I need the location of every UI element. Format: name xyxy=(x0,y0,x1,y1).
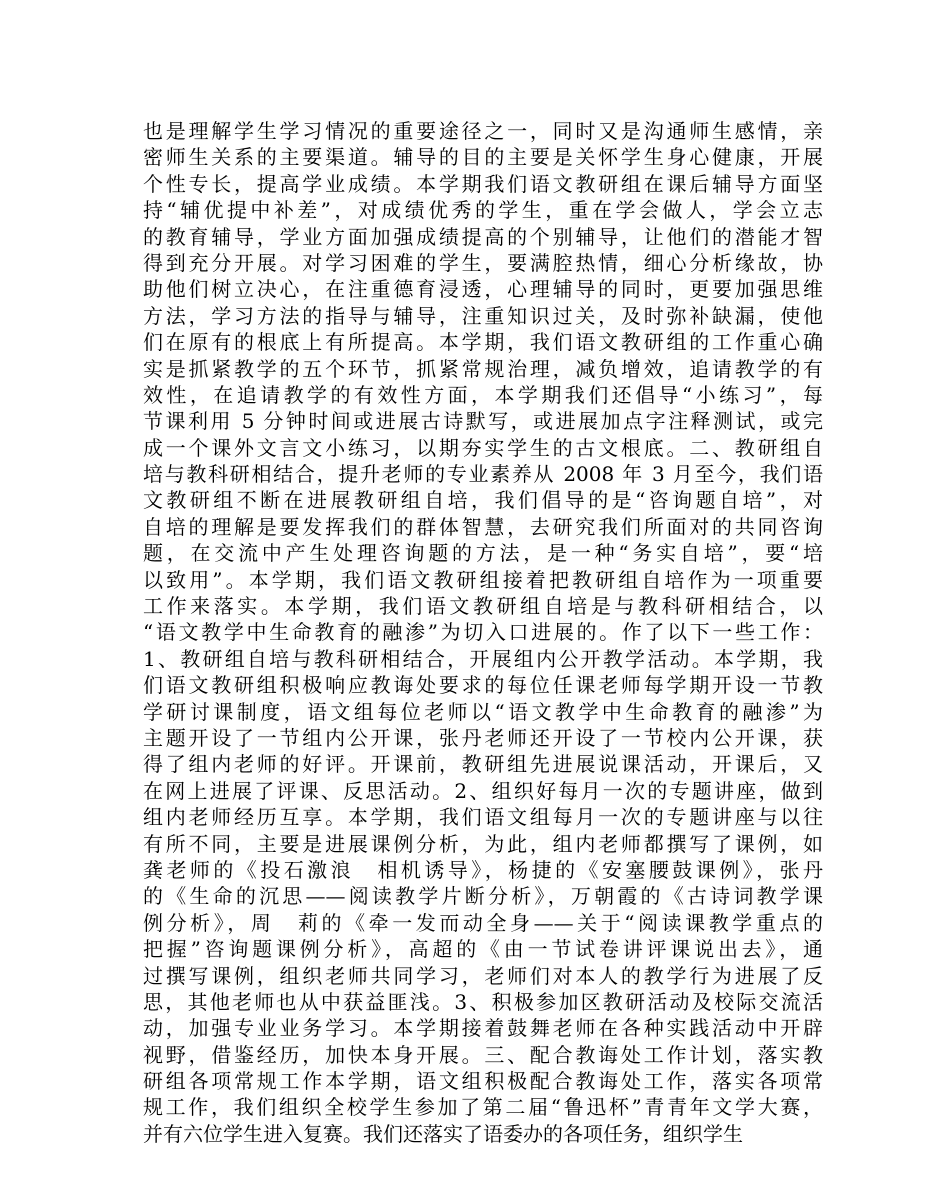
text-line: “语文教学中生命教育的融渗”为切入口进展的。作了以下一些工作： xyxy=(143,620,823,645)
text-line: 持“辅优提中补差”，对成绩优秀的学生，重在学会做人，学会立志 xyxy=(143,198,823,223)
text-line: 助他们树立决心，在注重德育浸透，心理辅导的同时，更要加强思维 xyxy=(143,277,823,302)
text-line: 主题开设了一节组内公开课，张丹老师还开设了一节校内公开课，获 xyxy=(143,725,823,750)
text-line: 们在原有的根底上有所提高。本学期，我们语文教研组的工作重心确 xyxy=(143,330,823,355)
text-line: 们语文教研组积极响应教诲处要求的每位任课老师每学期开设一节教 xyxy=(143,673,823,698)
text-line: 效性，在追请教学的有效性方面，本学期我们还倡导“小练习”，每 xyxy=(143,382,823,407)
text-line: 文教研组不断在进展教研组自培，我们倡导的是“咨询题自培”，对 xyxy=(143,488,823,513)
text-line: 思，其他老师也从中获益匪浅。3、积极参加区教研活动及校际交流活 xyxy=(143,989,823,1014)
text-line: 的教育辅导，学业方面加强成绩提高的个别辅导，让他们的潜能才智 xyxy=(143,224,823,249)
text-line: 得到充分开展。对学习困难的学生，要满腔热情，细心分析缘故，协 xyxy=(143,250,823,275)
text-line: 自培的理解是要发挥我们的群体智慧，去研究我们所面对的共同咨询 xyxy=(143,514,823,539)
text-line: 得了组内老师的好评。开课前，教研组先进展说课活动，开课后，又 xyxy=(143,752,823,777)
text-line: 培与教科研相结合，提升老师的专业素养从 2008 年 3 月至今，我们语 xyxy=(143,462,823,487)
text-line: 龚老师的《投石激浪 相机诱导》，杨捷的《安塞腰鼓课例》，张丹 xyxy=(143,857,823,882)
text-line: 例分析》，周 莉的《牵一发而动全身——关于“阅读课教学重点的 xyxy=(143,910,823,935)
text-line: 有所不同，主要是进展课例分析，为此，组内老师都撰写了课例，如 xyxy=(143,831,823,856)
text-line: 题，在交流中产生处理咨询题的方法，是一种“务实自培”，要“培 xyxy=(143,541,823,566)
text-line: 学研讨课制度，语文组每位老师以“语文教学中生命教育的融渗”为 xyxy=(143,699,823,724)
text-line: 并有六位学生进入复赛。我们还落实了语委办的各项任务，组织学生 xyxy=(143,1121,743,1146)
text-line: 过撰写课例，组织老师共同学习，老师们对本人的教学行为进展了反 xyxy=(143,963,823,988)
text-line: 在网上进展了评课、反思活动。2、组织好每月一次的专题讲座，做到 xyxy=(143,778,823,803)
body-text xyxy=(143,118,823,1147)
text-line: 密师生关系的主要渠道。辅导的目的主要是关怀学生身心健康，开展 xyxy=(143,145,823,170)
text-line: 把握”咨询题课例分析》，高超的《由一节试卷讲评课说出去》，通 xyxy=(143,937,823,962)
text-line: 视野，借鉴经历，加快本身开展。三、配合教诲处工作计划，落实教 xyxy=(143,1042,823,1067)
text-line: 规工作，我们组织全校学生参加了第二届“鲁迅杯”青青年文学大赛， xyxy=(143,1095,823,1120)
text-line: 个性专长，提高学业成绩。本学期我们语文教研组在课后辅导方面坚 xyxy=(143,171,823,196)
text-line: 以致用”。本学期，我们语文教研组接着把教研组自培作为一项重要 xyxy=(143,567,823,592)
text-line: 方法，学习方法的指导与辅导，注重知识过关，及时弥补缺漏，使他 xyxy=(143,303,823,328)
text-line: 研组各项常规工作本学期，语文组积极配合教诲处工作，落实各项常 xyxy=(143,1069,823,1094)
text-line: 也是理解学生学习情况的重要途径之一，同时又是沟通师生感情，亲 xyxy=(143,119,823,143)
text-line: 的《生命的沉思——阅读教学片断分析》，万朝霞的《古诗词教学课 xyxy=(143,884,823,909)
text-line: 组内老师经历互享。本学期，我们语文组每月一次的专题讲座与以往 xyxy=(143,805,823,830)
text-line: 工作来落实。本学期，我们语文教研组自培是与教科研相结合，以 xyxy=(143,594,823,619)
text-line: 实是抓紧教学的五个环节，抓紧常规治理，减负增效，追请教学的有 xyxy=(143,356,823,381)
text-line: 动，加强专业业务学习。本学期接着鼓舞老师在各种实践活动中开辟 xyxy=(143,1016,823,1041)
text-line: 成一个课外文言文小练习，以期夯实学生的古文根底。二、教研组自 xyxy=(143,435,823,460)
text-line: 节课利用 5 分钟时间或进展古诗默写，或进展加点字注释测试，或完 xyxy=(143,409,823,434)
text-line: 1、教研组自培与教科研相结合，开展组内公开教学活动。本学期，我 xyxy=(143,646,823,671)
